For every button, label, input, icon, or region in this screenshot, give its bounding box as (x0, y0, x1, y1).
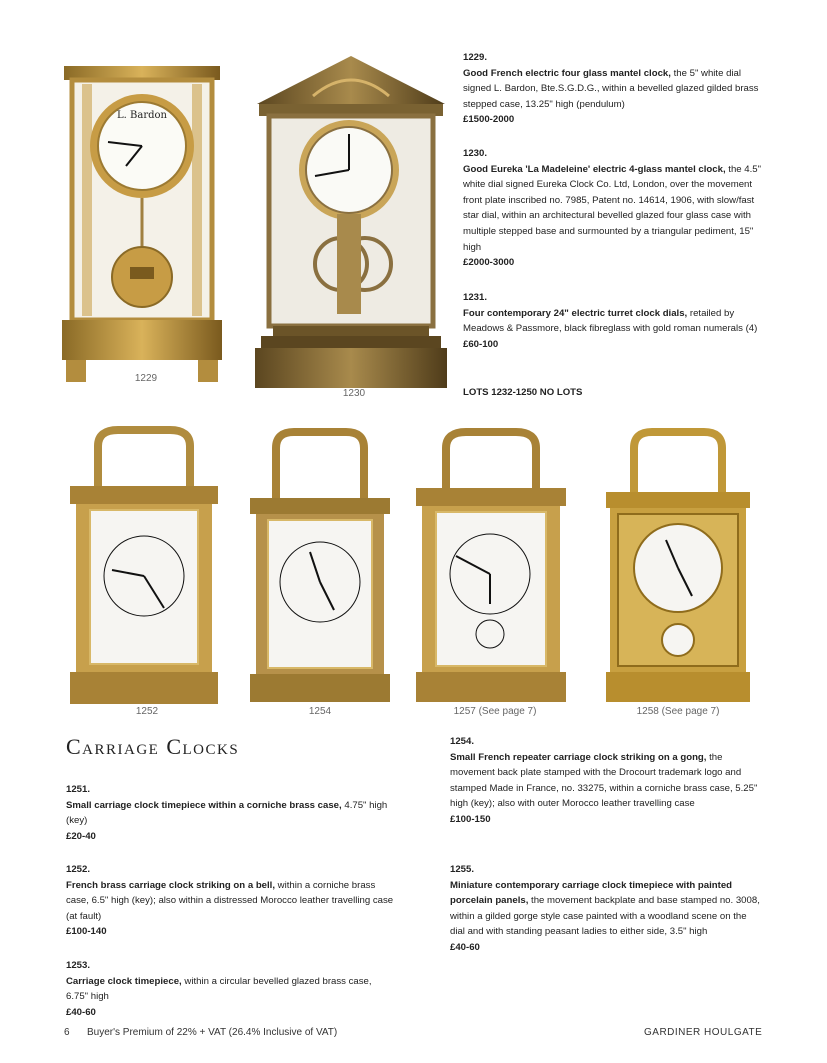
lot-description: 4.75" high (key) (66, 799, 388, 827)
auction-house-name: GARDINER HOULGATE (644, 1027, 763, 1038)
lot-1230 (463, 146, 763, 271)
lot-1229 (463, 50, 763, 128)
lot-number: 1254. (450, 736, 475, 747)
caption-1257: 1257 (See page 7) (453, 706, 537, 717)
lot-estimate: £20-40 (66, 830, 96, 842)
lot-description: the 5" white dial signed L. Bardon, Bte.S.G.D.G., within a bevelled glazed gilded brass stepped case, 13.25" high (pendulum) (463, 67, 759, 110)
lot-number: 1255. (450, 864, 475, 875)
section-title: Carriage Clocks (66, 734, 240, 759)
lot-estimate: £100-140 (66, 926, 107, 938)
dial-signature: L. Bardon (117, 110, 167, 121)
lot-number: 1251. (66, 784, 91, 795)
lot-title: Small French repeater carriage clock striking on a gong, (450, 751, 707, 763)
clock-1258-image (604, 428, 752, 704)
lot-1252 (66, 862, 396, 940)
lot-description: the 4.5" white dial signed Eureka Clock Co. Ltd, London, over the movement front plate inscribed no. 7985, Patent no. 14614, 1906, with slow/fast star dial, within an architectural bevelled glazed four glass case with multiple stepped base and surmounted by a triangular pediment, 15" high (463, 163, 762, 253)
lot-1251 (66, 782, 396, 844)
lot-description: within a corniche brass case, 6.5" high (key); also within a distressed Morocco leather travelling case (at fault) (66, 879, 394, 922)
lot-description: within a circular bevelled glazed brass case, 6.75" high (66, 975, 372, 1003)
caption-1258: 1258 (See page 7) (636, 706, 720, 717)
lot-title: Good French electric four glass mantel clock, (463, 67, 671, 79)
lot-number: 1230. (463, 148, 488, 159)
clock-1254-image (248, 428, 392, 704)
caption-1230: 1230 (342, 388, 366, 399)
lot-title: Carriage clock timepiece, (66, 975, 182, 987)
lot-1231 (463, 290, 763, 352)
clock-1252-image (68, 426, 220, 706)
lot-1255 (450, 862, 760, 956)
lot-description: the movement back plate stamped with the Drocourt trademark logo and stamped Made in France, no. 33275, within a corniche brass case, 5.25" high (key); also with outer Morocco leather travelling case (450, 751, 758, 810)
caption-1252: 1252 (135, 706, 159, 717)
lot-title: Miniature contemporary carriage clock timepiece with painted porcelain panels, (450, 879, 733, 907)
lot-title: French brass carriage clock striking on a bell, (66, 879, 276, 891)
lot-number: 1229. (463, 52, 488, 63)
lot-title: Four contemporary 24" electric turret clock dials, (463, 307, 688, 319)
clock-1230-image (253, 54, 449, 390)
no-lots-notice: LOTS 1232-1250 NO LOTS (463, 387, 583, 398)
lot-1253 (66, 958, 396, 1020)
lot-description: the movement backplate and base stamped no. 3008, within a gilded gorge style case painted with a woodland scene on the dial and with standing peasant ladies to either side, 3.5" high (450, 895, 760, 938)
lot-estimate: £60-100 (463, 338, 499, 350)
lot-title: Small carriage clock timepiece within a corniche brass case, (66, 799, 342, 811)
lot-estimate: £100-150 (450, 813, 491, 825)
lot-number: 1252. (66, 864, 91, 875)
lot-estimate: £2000-3000 (463, 257, 515, 269)
lot-estimate: £40-60 (66, 1006, 96, 1018)
lot-number: 1231. (463, 292, 488, 303)
lot-description: retailed by Meadows & Passmore, black fibreglass with gold roman numerals (4) (463, 307, 758, 335)
caption-1254: 1254 (308, 706, 332, 717)
lot-estimate: £40-60 (450, 941, 480, 953)
lot-number: 1253. (66, 960, 91, 971)
buyers-premium-note: Buyer's Premium of 22% + VAT (26.4% Inclusive of VAT) (87, 1027, 338, 1038)
clock-1229-image (62, 62, 222, 392)
clock-1257-image (414, 428, 568, 704)
lot-title: Good Eureka 'La Madeleine' electric 4-glass mantel clock, (463, 163, 726, 175)
lot-1254 (450, 734, 760, 828)
lot-estimate: £1500-2000 (463, 114, 515, 126)
page-number: 6 (64, 1027, 70, 1038)
caption-1229: 1229 (134, 373, 158, 384)
